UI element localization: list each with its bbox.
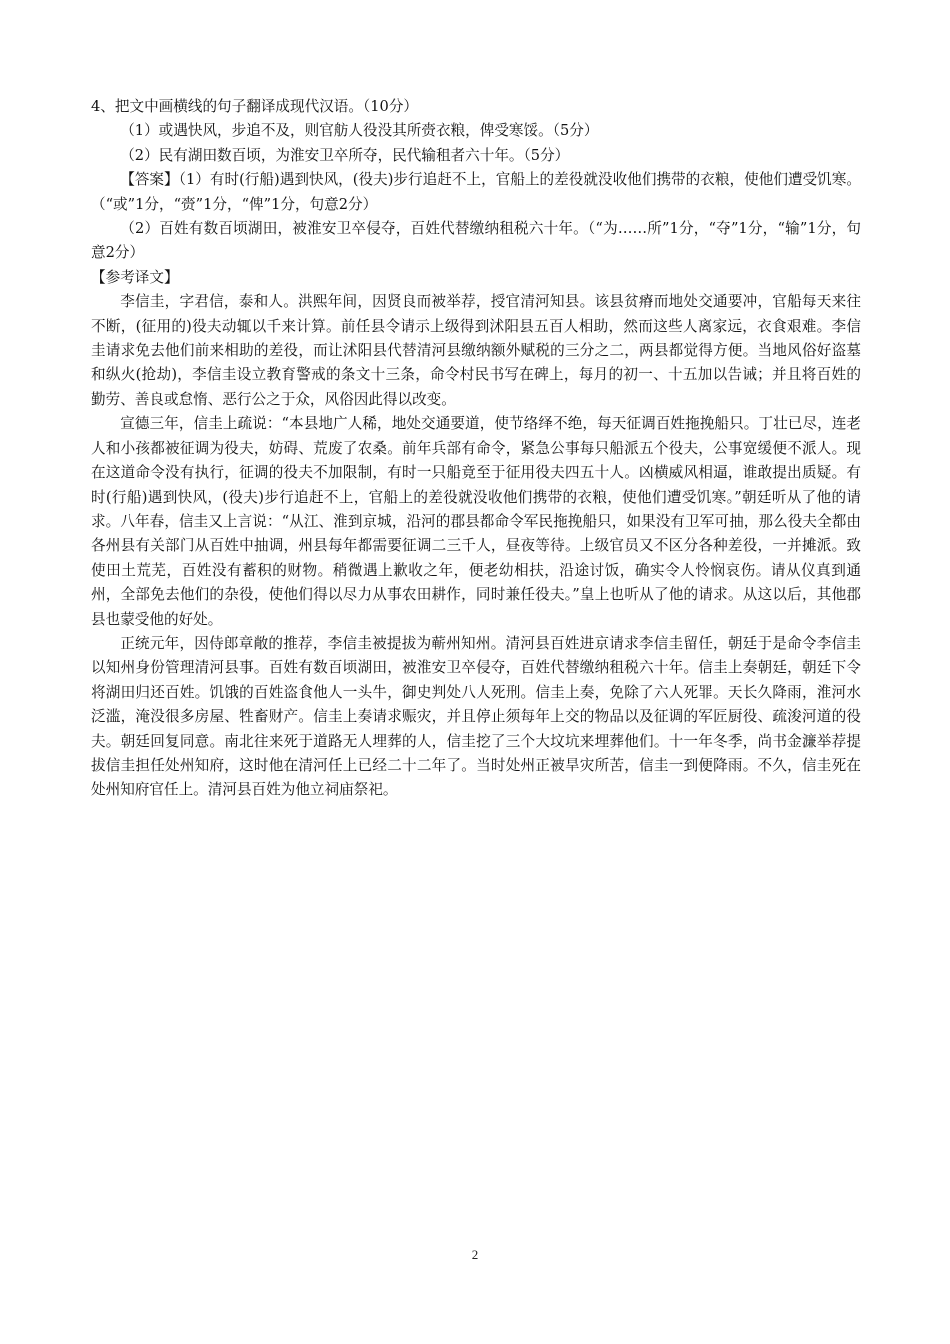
question-item-1: （1）或遇快风，步追不及，则官舫人役没其所赍衣粮，俾受寒馁。（5分） bbox=[120, 122, 599, 140]
answer-part-2: （2）百姓有数百顷湖田，被淮安卫卒侵夺，百姓代替缴纳租税六十年。（“为……所”1分，“夺”1分，“输”1分，句意2分） bbox=[91, 220, 861, 262]
translation-paragraph-1: 李信圭，字君信，泰和人。洪熙年间，因贤良而被举荐，授官清河知县。该县贫瘠而地处交通要冲，官船每天来往不断，(征用的)役夫动辄以千来计算。前任县令请示上级得到沭阳县五百人相助，然而这些人离家远，衣食艰难。李信圭请求免去他们前来相助的差役，而让沭阳县代替清河县缴纳额外赋税的三分之二，两县都觉得方便。当地风俗好盗墓和纵火(抢劫)，李信圭设立教育警戒的条文十三条，命令村民书写在碑上，每月的初一、十五加以告诫；并且将百姓的勤劳、善良或怠惰、恶行公之于众，风俗因此得以改变。 bbox=[91, 293, 861, 408]
translation-paragraph-3: 正统元年，因侍郎章敞的推荐，李信圭被提拔为蕲州知州。清河县百姓进京请求李信圭留任，朝廷于是命令李信圭以知州身份管理清河县事。百姓有数百顷湖田，被淮安卫卒侵夺，百姓代替缴纳租税六十年。信圭上奏朝廷，朝廷下令将湖田归还百姓。饥饿的百姓盗食他人一头牛，御史判处八人死刑。信圭上奏，免除了六人死罪。天长久降雨，淮河水泛滥，淹没很多房屋、牲畜财产。信圭上奏请求赈灾，并且停止须每年上交的物品以及征调的军匠厨役、疏浚河道的役夫。朝廷回复同意。南北往来死于道路无人埋葬的人，信圭挖了三个大坟坑来埋葬他们。十一年冬季，尚书金濂举荐提拔信圭担任处州知府，这时他在清河任上已经二十二年了。当时处州正被旱灾所苦，信圭一到便降雨。不久，信圭死在处州知府官任上。清河县百姓为他立祠庙祭祀。 bbox=[91, 634, 861, 799]
question-title: 4、把文中画横线的句子翻译成现代汉语。（10分） bbox=[91, 98, 419, 115]
translation-paragraph-2: 宣德三年，信圭上疏说：“本县地广人稀，地处交通要道，使节络绎不绝，每天征调百姓拖挽船只。丁壮已尽，连老人和小孩都被征调为役夫，妨碍、荒废了农桑。前年兵部有命令，紧急公事每只船派五个役夫，公事宽缓便不派人。现在这道命令没有执行，征调的役夫不加限制，有时一只船竟至于征用役夫四五十人。凶横威风相逼，谁敢提出质疑。有时(行船)遇到快风，(役夫)步行追赶不上，官船上的差役就没收他们携带的衣粮，使他们遭受饥寒。”朝廷听从了他的请求。八年春，信圭又上言说：“从江、淮到京城，沿河的郡县都命令军民拖挽船只，如果没有卫军可抽，那么役夫全都由各州县有关部门从百姓中抽调，州县每年都需要征调二三千人，昼夜等待。上级官员又不区分各种差役，一并摊派。致使田土荒芜，百姓没有蓄积的财物。稍微遇上歉收之年，便老幼相扶，沿途讨饭，确实令人怜悯哀伤。请从仪真到通州，全部免去他们的杂役，使他们得以尽力从事农田耕作，同时兼任役夫。”皇上也听从了他的请求。从这以后，其他郡县也蒙受他的好处。 bbox=[91, 415, 861, 628]
question-item-2: （2）民有湖田数百顷，为淮安卫卒所夺，民代输租者六十年。（5分） bbox=[120, 146, 570, 164]
page-number: 2 bbox=[471, 1247, 479, 1262]
page-content bbox=[91, 95, 861, 803]
translation-heading: 【参考译文】 bbox=[91, 268, 179, 286]
answer-part-1: 【答案】（1）有时(行船)遇到快风，(役夫)步行追赶不上，官船上的差役就没收他们携带的衣粮，使他们遭受饥寒。（“或”1分，“赍”1分，“俾”1分，句意2分） bbox=[91, 171, 861, 213]
